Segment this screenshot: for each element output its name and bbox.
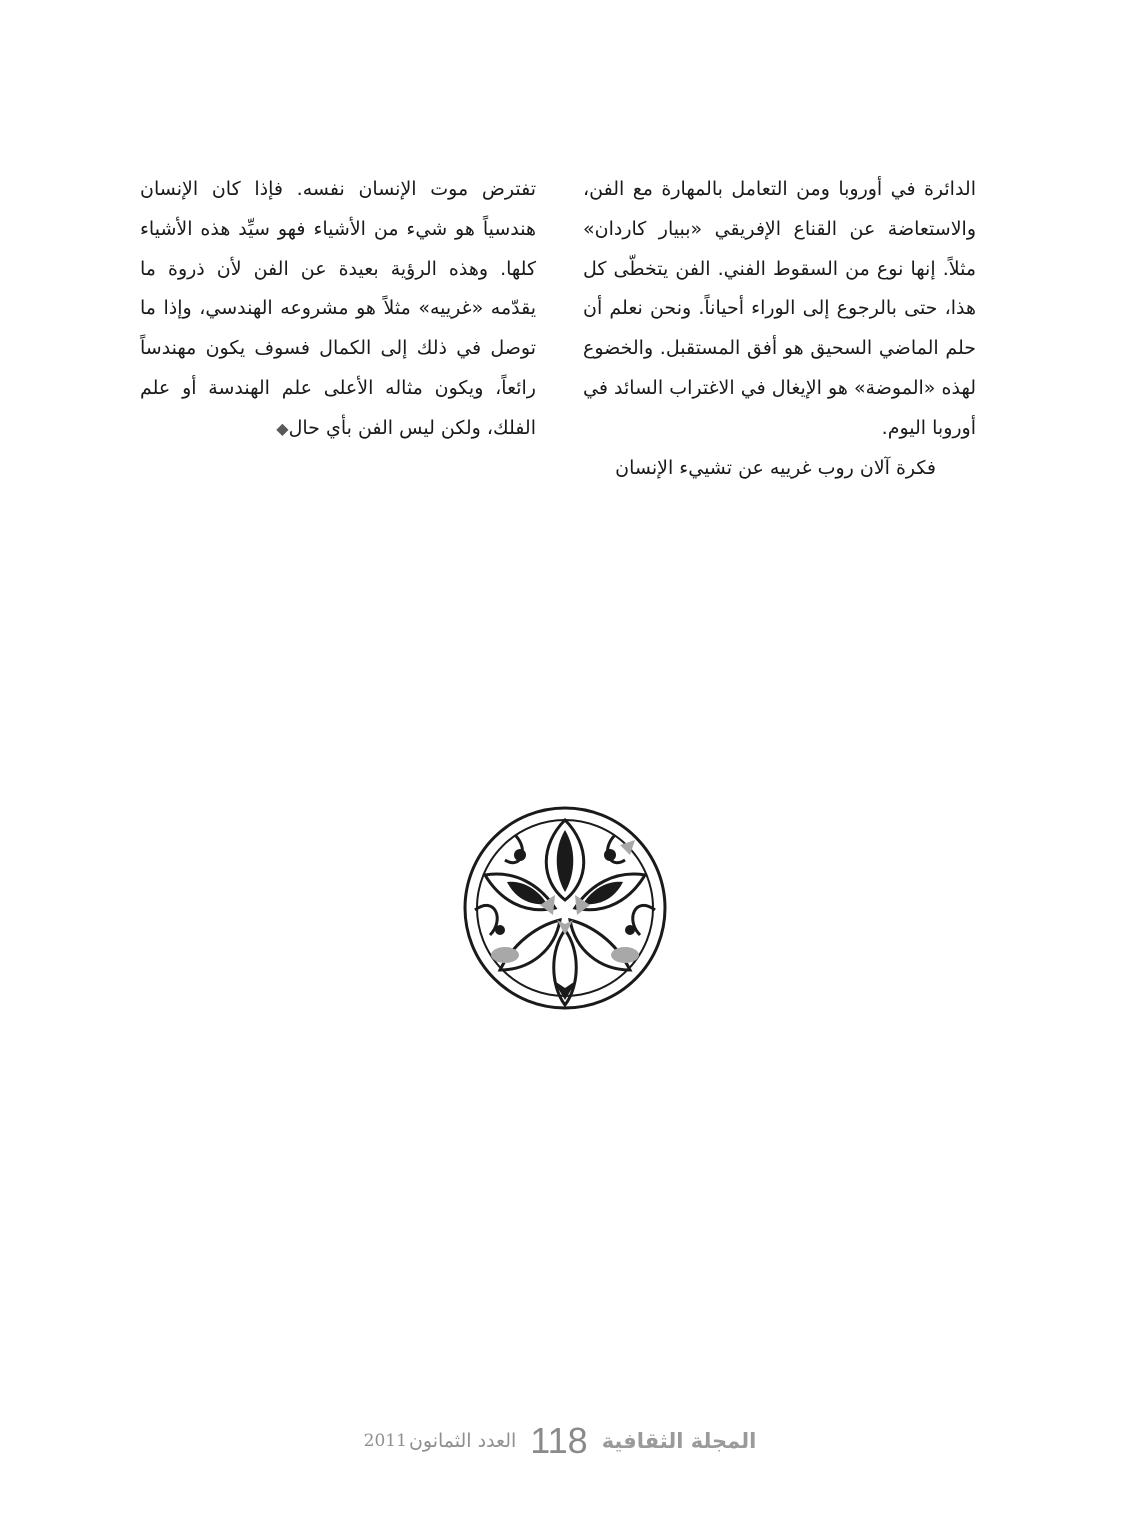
- footer-year: 2011: [363, 1431, 407, 1451]
- paragraph-2: فكرة آلان روب غرييه عن تشييء الإنسان: [615, 456, 936, 479]
- page-footer: [300, 1416, 820, 1466]
- article-column-right: [583, 170, 976, 488]
- magazine-name: المجلة الثقافية: [601, 1429, 757, 1453]
- end-of-article-mark: ◆: [276, 418, 289, 438]
- page-number: 118: [530, 1420, 588, 1461]
- paragraph-3-text: تفترض موت الإنسان نفسه. فإذا كان الإنسان هندسياً هو شيء من الأشياء فهو سيِّد هذه الأشياء كلها. وهذه الرؤية بعيدة عن الفن لأن ذروة ما يقدّمه «غرييه» مثلاً هو مشروعه الهندسي، وإذا ما توصل في ذلك إلى الكمال فسوف يكون مهندساً رائعاً، ويكون مثاله الأعلى علم الهندسة أو علم الفلك، ولكن ليس الفن بأي حال: [140, 178, 536, 439]
- paragraph-3: [140, 170, 536, 449]
- footer-issue-label: العدد الثمانون: [408, 1430, 517, 1452]
- arabesque-ornament-icon: [445, 800, 685, 1015]
- paragraph-1: الدائرة في أوروبا ومن التعامل بالمهارة مع الفن، والاستعاضة عن القناع الإفريقي «ببيار كاردان» مثلاً. إنها نوع من السقوط الفني. الفن يتخطّى كل هذا، حتى بالرجوع إلى الوراء أحياناً. ونحن نعلم أن حلم الماضي السحيق هو أفق المستقبل. والخضوع لهذه «الموضة» هو الإيغال في الاغتراب السائد في أوروبا اليوم.: [583, 178, 976, 439]
- article-column-left: [140, 170, 536, 449]
